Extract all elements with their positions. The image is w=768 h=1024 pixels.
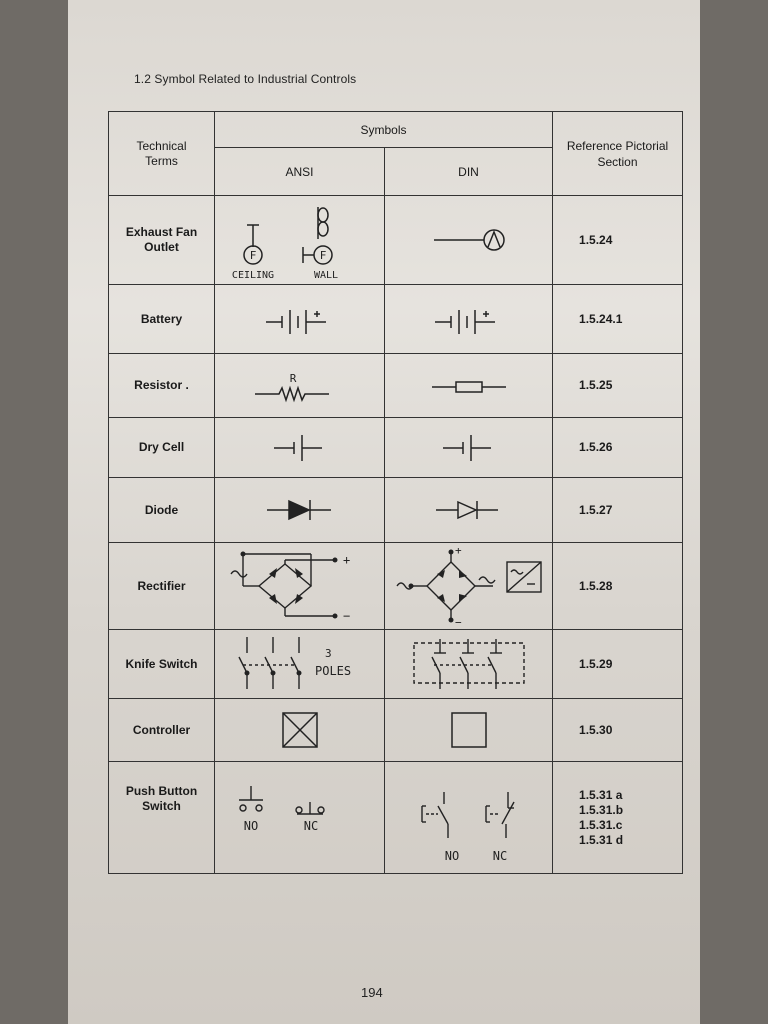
ref-cell: 1.5.26 (553, 418, 683, 478)
ref-cell: 1.5.29 (553, 630, 683, 699)
table-row (109, 478, 683, 543)
document-page (68, 0, 700, 1024)
svg-text:−: − (454, 616, 462, 628)
table-row (109, 354, 683, 418)
wall-label: WALL (313, 270, 338, 281)
symbols-table (108, 111, 683, 874)
header-ansi: ANSI (215, 148, 385, 196)
page-number: 194 (361, 985, 383, 1000)
poles-label: POLES (314, 664, 351, 678)
ansi-controller-symbol (215, 699, 385, 762)
table-row (109, 699, 683, 762)
din-battery-symbol (385, 285, 553, 354)
term-cell: Controller (109, 699, 215, 762)
header-din: DIN (385, 148, 553, 196)
ansi-dry-cell-symbol (215, 418, 385, 478)
poles-count-label: 3 (324, 647, 332, 660)
table-row (109, 418, 683, 478)
ref-cell: 1.5.31 a 1.5.31.b 1.5.31.c 1.5.31 d (553, 762, 683, 874)
resistor-r-label: R (289, 371, 296, 385)
table-row (109, 630, 683, 699)
ansi-battery-symbol (215, 285, 385, 354)
table-row (109, 285, 683, 354)
term-cell: Knife Switch (109, 630, 215, 699)
din-nc-label: NC (492, 849, 507, 863)
header-symbols: Symbols (215, 112, 553, 148)
din-push-button-symbol (385, 762, 553, 874)
ref-cell: 1.5.30 (553, 699, 683, 762)
term-cell: Dry Cell (109, 418, 215, 478)
svg-text:+: + (342, 553, 350, 567)
ansi-knife-switch-symbol (215, 630, 385, 699)
din-resistor-symbol (385, 354, 553, 418)
ansi-rectifier-symbol (215, 543, 385, 630)
table-row (109, 196, 683, 285)
ceiling-label: CEILING (231, 270, 274, 281)
header-reference: Reference Pictorial Section (553, 112, 683, 196)
term-cell: Diode (109, 478, 215, 543)
term-cell: Resistor . (109, 354, 215, 418)
ansi-push-button-symbol (215, 762, 385, 874)
term-cell: Exhaust Fan Outlet (109, 196, 215, 285)
din-diode-symbol (385, 478, 553, 543)
ref-cell: 1.5.24.1 (553, 285, 683, 354)
svg-text:+: + (454, 544, 462, 557)
term-cell: Push Button Switch (109, 762, 215, 874)
table-row (109, 762, 683, 874)
header-technical-terms: Technical Terms (109, 112, 215, 196)
din-knife-switch-symbol (385, 630, 553, 699)
ref-cell: 1.5.27 (553, 478, 683, 543)
ansi-diode-symbol (215, 478, 385, 543)
ansi-resistor-symbol (215, 354, 385, 418)
din-exhaust-fan-symbol (385, 196, 553, 285)
term-cell: Rectifier (109, 543, 215, 630)
ref-cell: 1.5.28 (553, 543, 683, 630)
ansi-nc-label: NC (303, 819, 318, 833)
ansi-no-label: NO (243, 819, 258, 833)
svg-text:F: F (319, 249, 326, 262)
din-no-label: NO (444, 849, 459, 863)
section-title: 1.2 Symbol Related to Industrial Controls (134, 72, 357, 86)
din-controller-symbol (385, 699, 553, 762)
din-dry-cell-symbol (385, 418, 553, 478)
din-rectifier-symbol (385, 543, 553, 630)
ref-cell: 1.5.24 (553, 196, 683, 285)
ref-cell: 1.5.25 (553, 354, 683, 418)
svg-text:F: F (249, 249, 256, 262)
svg-text:−: − (342, 609, 350, 623)
table-row (109, 543, 683, 630)
term-cell: Battery (109, 285, 215, 354)
ansi-exhaust-fan-symbol (215, 196, 385, 285)
